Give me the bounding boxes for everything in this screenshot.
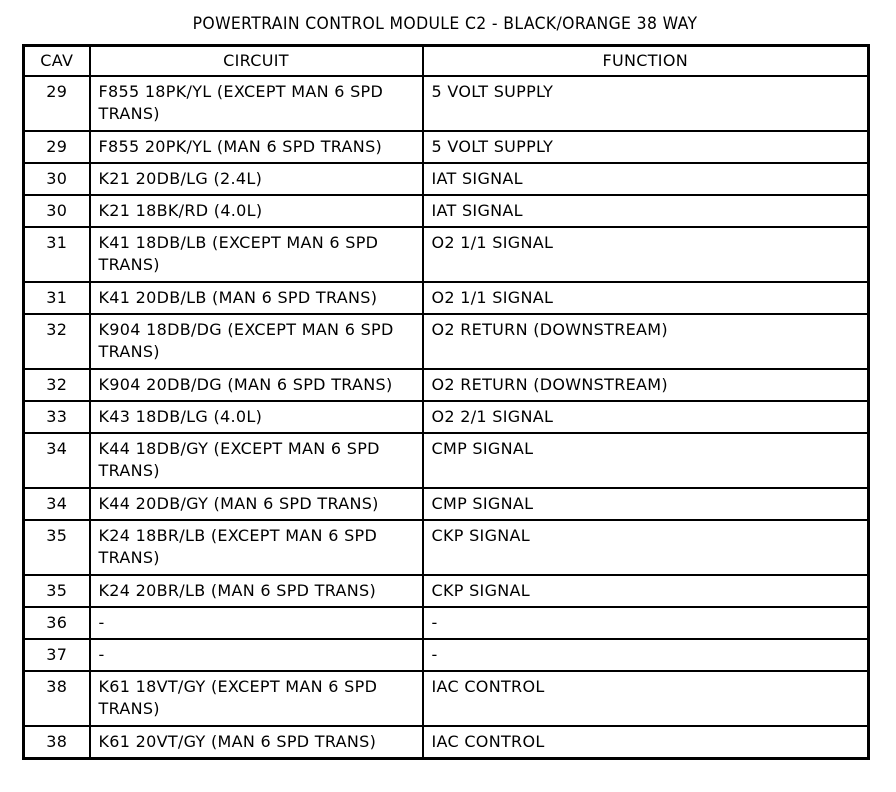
circuit-cell: K44 18DB/GY (EXCEPT MAN 6 SPD TRANS) [90,433,423,488]
function-cell: CMP SIGNAL [423,433,869,488]
circuit-cell: F855 20PK/YL (MAN 6 SPD TRANS) [90,131,423,163]
function-cell: IAT SIGNAL [423,163,869,195]
table-row [24,369,869,401]
table-row [24,76,869,131]
cav-column-header: CAV [24,46,90,77]
circuit-cell: K21 20DB/LG (2.4L) [90,163,423,195]
table-row [24,607,869,639]
table-row [24,639,869,671]
table-header-row [24,46,869,77]
table-row [24,671,869,726]
circuit-cell: - [90,607,423,639]
cav-cell: 29 [24,131,90,163]
cav-cell: 33 [24,401,90,433]
cav-cell: 32 [24,369,90,401]
cav-cell: 37 [24,639,90,671]
function-cell: 5 VOLT SUPPLY [423,131,869,163]
circuit-cell: K21 18BK/RD (4.0L) [90,195,423,227]
function-cell: 5 VOLT SUPPLY [423,76,869,131]
function-cell: CMP SIGNAL [423,488,869,520]
table-row [24,433,869,488]
function-cell: - [423,607,869,639]
function-cell: O2 RETURN (DOWNSTREAM) [423,369,869,401]
circuit-cell: K61 20VT/GY (MAN 6 SPD TRANS) [90,726,423,759]
function-cell: CKP SIGNAL [423,520,869,575]
circuit-cell: K41 20DB/LB (MAN 6 SPD TRANS) [90,282,423,314]
document-title: POWERTRAIN CONTROL MODULE C2 - BLACK/ORANGE 38 WAY [192,14,698,34]
cav-cell: 32 [24,314,90,369]
function-cell: CKP SIGNAL [423,575,869,607]
connector-pinout-table [22,44,870,760]
circuit-cell: K24 18BR/LB (EXCEPT MAN 6 SPD TRANS) [90,520,423,575]
table-row [24,195,869,227]
table-row [24,163,869,195]
table-row [24,282,869,314]
circuit-cell: K43 18DB/LG (4.0L) [90,401,423,433]
cav-cell: 38 [24,671,90,726]
cav-cell: 34 [24,433,90,488]
circuit-cell: K61 18VT/GY (EXCEPT MAN 6 SPD TRANS) [90,671,423,726]
cav-cell: 34 [24,488,90,520]
table-row [24,131,869,163]
cav-cell: 35 [24,520,90,575]
circuit-column-header: CIRCUIT [90,46,423,77]
function-cell: O2 1/1 SIGNAL [423,282,869,314]
circuit-cell: F855 18PK/YL (EXCEPT MAN 6 SPD TRANS) [90,76,423,131]
function-column-header: FUNCTION [423,46,869,77]
circuit-cell: - [90,639,423,671]
function-cell: - [423,639,869,671]
function-cell: O2 RETURN (DOWNSTREAM) [423,314,869,369]
cav-cell: 29 [24,76,90,131]
table-row [24,401,869,433]
table-row [24,575,869,607]
function-cell: O2 2/1 SIGNAL [423,401,869,433]
table-row [24,520,869,575]
cav-cell: 35 [24,575,90,607]
table-row [24,227,869,282]
cav-cell: 31 [24,227,90,282]
function-cell: IAC CONTROL [423,726,869,759]
function-cell: IAT SIGNAL [423,195,869,227]
cav-cell: 30 [24,163,90,195]
cav-cell: 31 [24,282,90,314]
table-row [24,488,869,520]
circuit-cell: K44 20DB/GY (MAN 6 SPD TRANS) [90,488,423,520]
table-row [24,314,869,369]
table-row [24,726,869,759]
circuit-cell: K24 20BR/LB (MAN 6 SPD TRANS) [90,575,423,607]
cav-cell: 30 [24,195,90,227]
cav-cell: 38 [24,726,90,759]
circuit-cell: K904 20DB/DG (MAN 6 SPD TRANS) [90,369,423,401]
circuit-cell: K41 18DB/LB (EXCEPT MAN 6 SPD TRANS) [90,227,423,282]
function-cell: O2 1/1 SIGNAL [423,227,869,282]
function-cell: IAC CONTROL [423,671,869,726]
cav-cell: 36 [24,607,90,639]
circuit-cell: K904 18DB/DG (EXCEPT MAN 6 SPD TRANS) [90,314,423,369]
